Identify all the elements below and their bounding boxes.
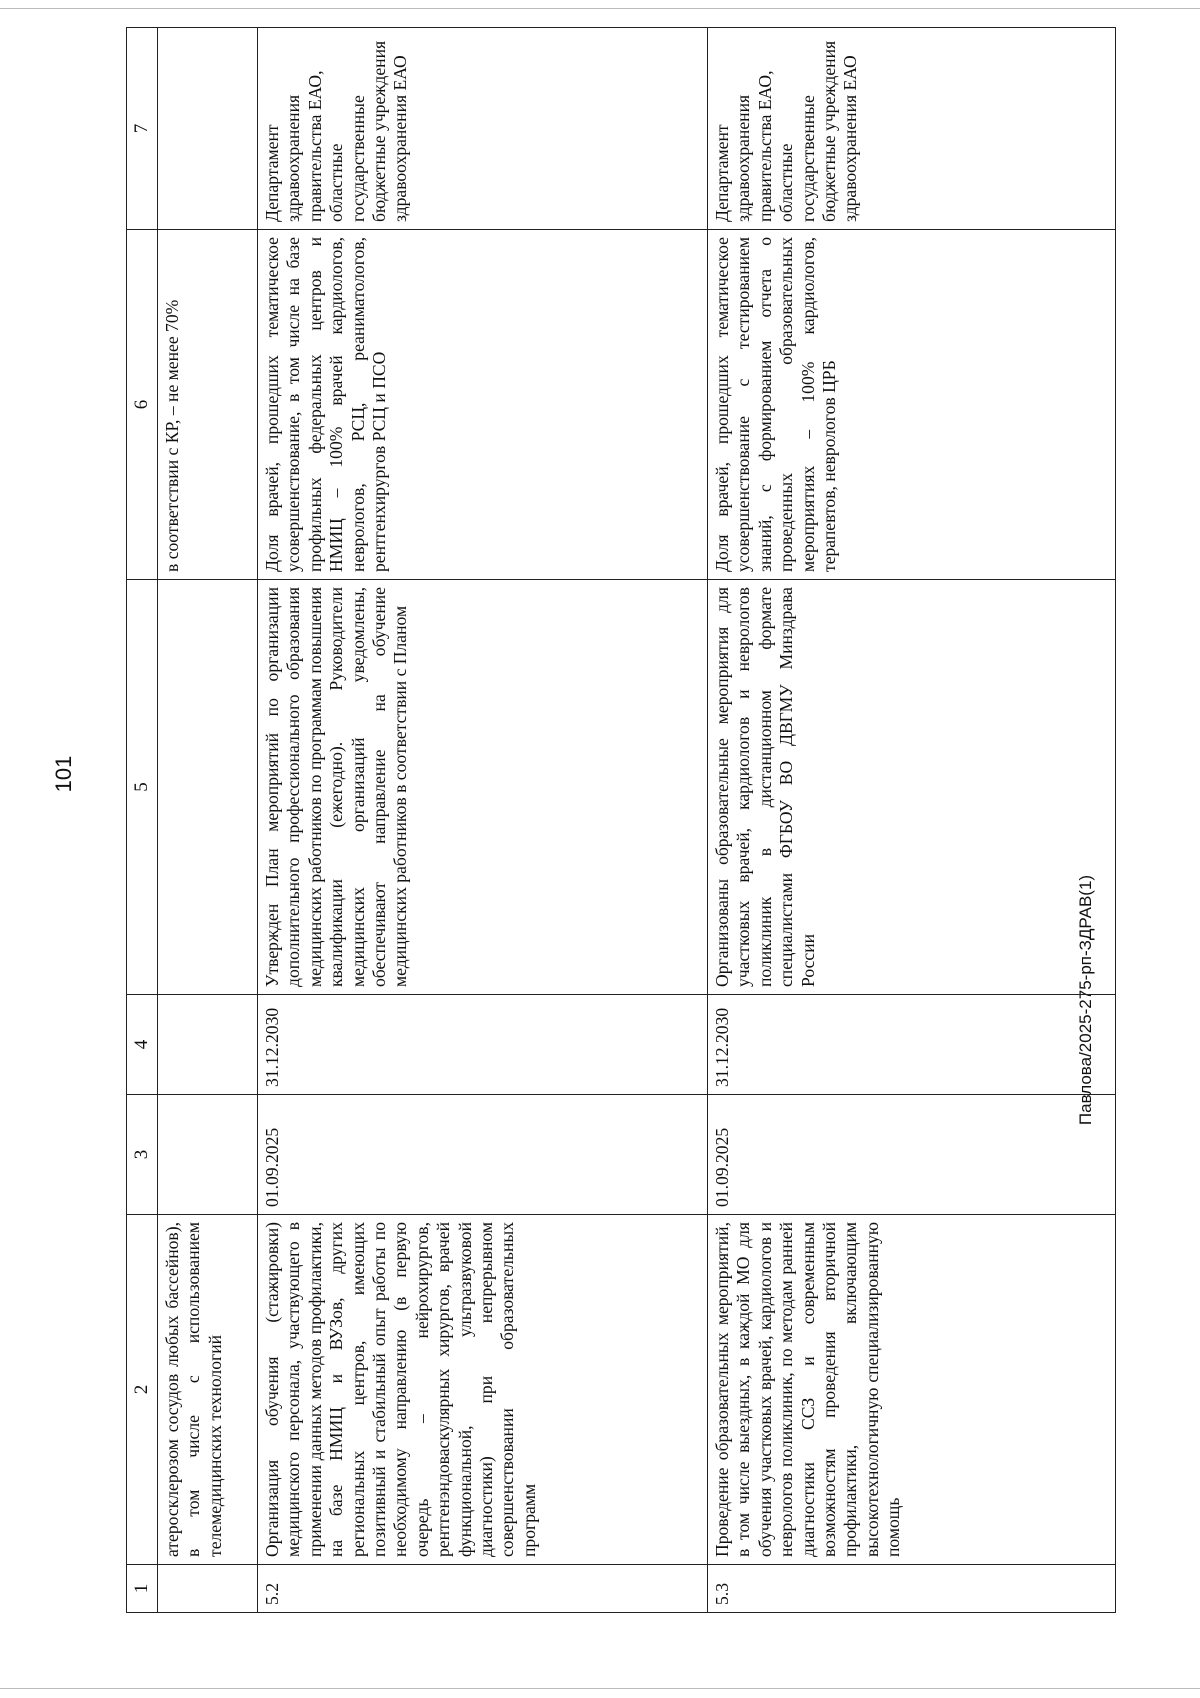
document-code: Павлова/2025-275-рп-ЗДРАВ(1) xyxy=(1076,874,1095,1126)
responsible-text: Департамент здравоохранения правительства ЕАО, областные государственные бюджетные учреждения здравоохранения ЕАО xyxy=(708,28,1116,230)
result-text xyxy=(158,580,258,995)
column-header-4: 4 xyxy=(127,995,158,1095)
row-number: 5.3 xyxy=(708,1565,1116,1613)
result-text: Организованы образовательные мероприятия для участковых врачей, кардиологов и неврологов поликлиник в дистанционном формате специалистами ФГБОУ ВО ДВГМУ Минздрава России xyxy=(708,580,1116,995)
header-row xyxy=(127,28,158,1613)
column-header-3: 3 xyxy=(127,1095,158,1215)
responsible-text: Департамент здравоохранения правительства ЕАО, областные государственные бюджетные учреждения здравоохранения ЕАО xyxy=(258,28,708,230)
end-date: 31.12.2030 xyxy=(708,995,1116,1095)
table-row xyxy=(158,28,258,1613)
column-header-5: 5 xyxy=(127,580,158,995)
end-date: 31.12.2030 xyxy=(258,995,708,1095)
table-row xyxy=(708,28,1116,1613)
rotated-table-container xyxy=(126,28,1116,1613)
measures-table xyxy=(126,27,1116,1613)
end-date xyxy=(158,995,258,1095)
column-header-6: 6 xyxy=(127,230,158,580)
indicator-text: в соответствии с КР, – не менее 70% xyxy=(158,230,258,580)
column-header-2: 2 xyxy=(127,1215,158,1565)
table-row xyxy=(258,28,708,1613)
column-header-7: 7 xyxy=(127,28,158,230)
row-number xyxy=(158,1565,258,1613)
measure-text: Организация обучения (стажировки) медицинского персонала, участвующего в применении данных методов профилактики, на базе НМИЦ и ВУЗов, других региональных центров, имеющих позитивный и стабильный опыт работы по необходимому направлению (в первую очередь – нейрохирургов, рентгенэндоваскулярных хирургов, врачей функциональной, ультразвуковой диагностики) при непрерывном совершенствовании образовательных программ xyxy=(258,1215,708,1565)
column-header-1: 1 xyxy=(127,1565,158,1613)
indicator-text: Доля врачей, прошедших тематическое усовершенствование с тестированием знаний, с формированием отчета о проведенных образовательных мероприятиях – 100% кардиологов, терапевтов, неврологов ЦРБ xyxy=(708,230,1116,580)
page-number: 101 xyxy=(51,755,76,793)
indicator-text: Доля врачей, прошедших тематическое усовершенствование, в том числе на базе профильных федеральных центров и НМИЦ – 100% врачей кардиологов, неврологов, РСЦ, реаниматологов, рентгенхирургов РСЦ и ПСО xyxy=(258,230,708,580)
measure-text: атеросклерозом сосудов любых бассейнов), в том числе с использованием телемедицинских технологий xyxy=(158,1215,258,1565)
result-text: Утвержден План мероприятий по организации дополнительного профессионального образования медицинских работников по программам повышения квалификации (ежегодно). Руководители медицинских организаций уведомлены, обеспечивают направление на обучение медицинских работников в соответствии с Планом xyxy=(258,580,708,995)
start-date xyxy=(158,1095,258,1215)
start-date: 01.09.2025 xyxy=(258,1095,708,1215)
start-date: 01.09.2025 xyxy=(708,1095,1116,1215)
row-number: 5.2 xyxy=(258,1565,708,1613)
responsible-text xyxy=(158,28,258,230)
measure-text: Проведение образовательных мероприятий, в том числе выездных, в каждой МО для обучения участковых врачей, кардиологов и неврологов поликлиник, по методам ранней диагностики ССЗ и современным возможностям проведения вторичной профилактики, включающим высокотехнологичную специализированную помощь xyxy=(708,1215,1116,1565)
